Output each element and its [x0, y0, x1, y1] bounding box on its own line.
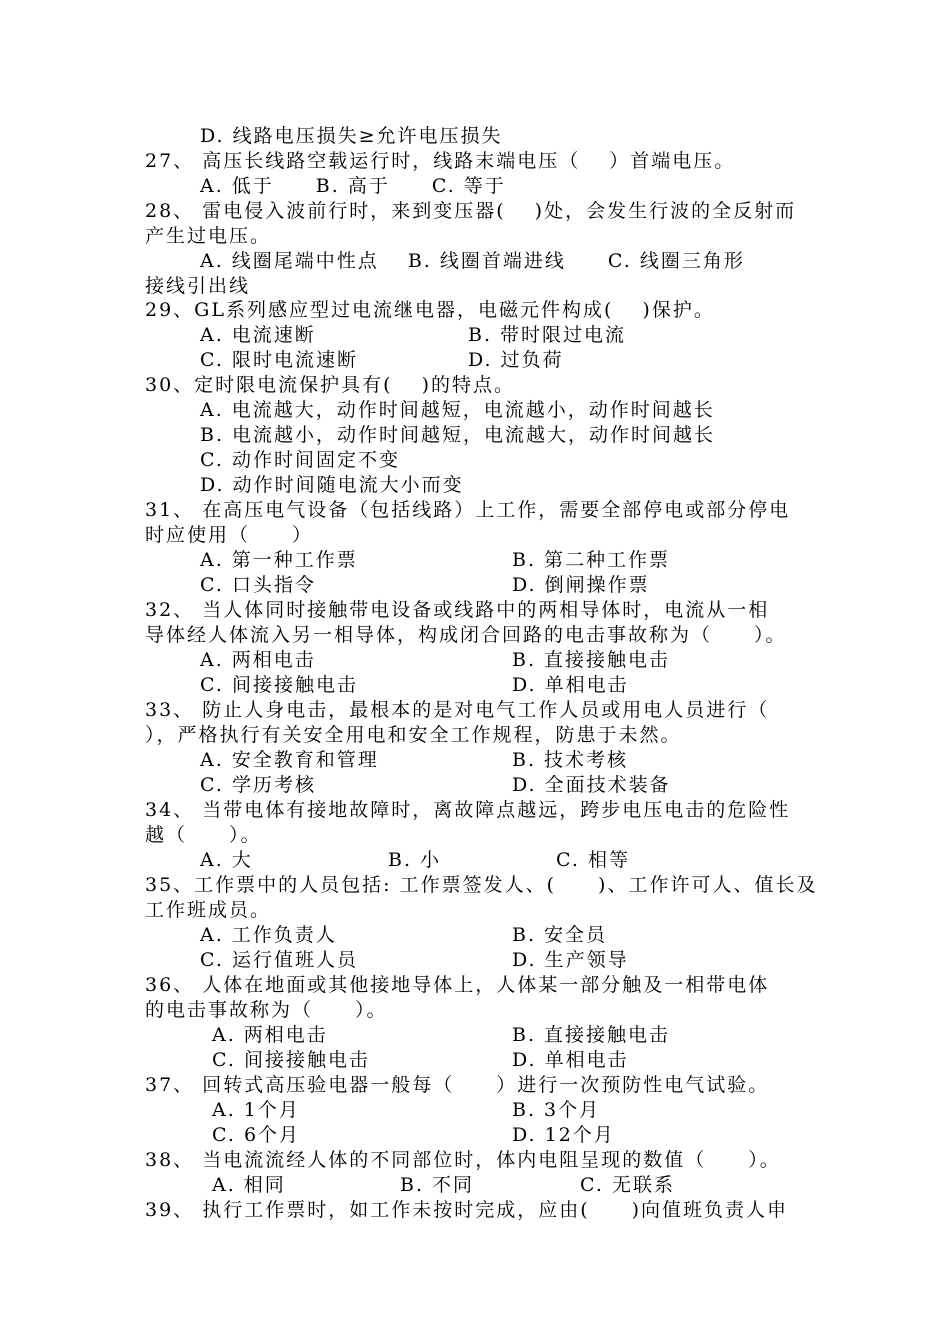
q35-option-d: D. 生产领导 — [512, 949, 629, 971]
q38-option-b: B. 不同 — [400, 1174, 475, 1196]
q29-option-b: B. 带时限过电流 — [468, 324, 627, 346]
q34-option-a: A. 大 — [200, 849, 253, 871]
q30-option-c: C. 动作时间固定不变 — [200, 449, 400, 471]
q36-option-c: C. 间接接触电击 — [212, 1049, 370, 1071]
q34-stem-line2: 越（ ）。 — [145, 824, 262, 846]
q38-option-a: A. 相同 — [212, 1174, 286, 1196]
q33-stem-line1: 33、 防止人身电击，最根本的是对电气工作人员或用电人员进行（ — [145, 699, 770, 721]
q35-option-a: A. 工作负责人 — [200, 924, 337, 946]
q30-stem: 30、定时限电流保护具有( )的特点。 — [145, 374, 516, 396]
q37-option-d: D. 12个月 — [512, 1124, 615, 1146]
q29-stem: 29、GL系列感应型过电流继电器，电磁元件构成( )保护。 — [145, 299, 715, 321]
q27-stem: 27、 高压长线路空载运行时，线路末端电压（ ）首端电压。 — [145, 150, 736, 172]
q27-options: A. 低于 B. 高于 C. 等于 — [200, 175, 506, 197]
q33-stem-line2: ），严格执行有关安全用电和安全工作规程，防患于未然。 — [145, 724, 682, 746]
q33-option-a: A. 安全教育和管理 — [200, 749, 379, 771]
q34-option-b: B. 小 — [388, 849, 442, 871]
q31-option-d: D. 倒闸操作票 — [512, 574, 650, 596]
q32-stem-line1: 32、 当人体同时接触带电设备或线路中的两相导体时，电流从一相 — [145, 599, 770, 621]
q39-stem: 39、 执行工作票时，如工作未按时完成，应由( )向值班负责人申 — [145, 1199, 789, 1221]
q28-stem-line1: 28、 雷电侵入波前行时，来到变压器( )处，会发生行波的全反射而 — [145, 200, 797, 222]
q34-stem-line1: 34、 当带电体有接地故障时，离故障点越远，跨步电压电击的危险性 — [145, 799, 791, 821]
q38-option-c: C. 无联系 — [580, 1174, 675, 1196]
q32-option-c: C. 间接接触电击 — [200, 674, 358, 696]
q29-option-a: A. 电流速断 — [200, 324, 316, 346]
q31-option-c: C. 口头指令 — [200, 574, 316, 596]
q32-option-b: B. 直接接触电击 — [512, 649, 671, 671]
q36-option-b: B. 直接接触电击 — [512, 1024, 671, 1046]
q36-stem-line2: 的电击事故称为（ ）。 — [145, 999, 388, 1021]
q31-stem-line2: 时应使用（ ） — [145, 524, 314, 546]
q36-option-a: A. 两相电击 — [212, 1024, 328, 1046]
q28-options: A. 线圈尾端中性点 B. 线圈首端进线 C. 线圈三角形 — [200, 250, 745, 272]
q29-option-c: C. 限时电流速断 — [200, 349, 358, 371]
q29-option-d: D. 过负荷 — [468, 349, 564, 371]
q31-stem-line1: 31、 在高压电气设备（包括线路）上工作，需要全部停电或部分停电 — [145, 499, 791, 521]
q35-stem-line1: 35、工作票中的人员包括: 工作票签发人、( )、工作许可人、值长及 — [145, 874, 818, 896]
q37-option-b: B. 3个月 — [512, 1099, 601, 1121]
q37-option-c: C. 6个月 — [212, 1124, 301, 1146]
q30-option-b: B. 电流越小，动作时间越短，电流越大，动作时间越长 — [200, 424, 716, 446]
q26-option-d: D. 线路电压损失≥允许电压损失 — [200, 125, 503, 147]
q32-stem-line2: 导体经人体流入另一相导体，构成闭合回路的电击事故称为（ ）。 — [145, 624, 787, 646]
q37-option-a: A. 1个月 — [212, 1099, 300, 1121]
q32-option-a: A. 两相电击 — [200, 649, 316, 671]
q33-option-d: D. 全面技术装备 — [512, 774, 671, 796]
q36-stem-line1: 36、 人体在地面或其他接地导体上，人体某一部分触及一相带电体 — [145, 974, 770, 996]
q28-stem-line2: 产生过电压。 — [145, 225, 272, 247]
q34-option-c: C. 相等 — [556, 849, 630, 871]
q33-option-b: B. 技术考核 — [512, 749, 629, 771]
q36-option-d: D. 单相电击 — [512, 1049, 629, 1071]
q37-stem: 37、 回转式高压验电器一般每（ ）进行一次预防性电气试验。 — [145, 1074, 770, 1096]
q31-option-b: B. 第二种工作票 — [512, 549, 671, 571]
q31-option-a: A. 第一种工作票 — [200, 549, 358, 571]
q32-option-d: D. 单相电击 — [512, 674, 629, 696]
q30-option-d: D. 动作时间随电流大小而变 — [200, 474, 464, 496]
q35-stem-line2: 工作班成员。 — [145, 899, 272, 921]
q30-option-a: A. 电流越大，动作时间越短，电流越小，动作时间越长 — [200, 399, 715, 421]
q35-option-b: B. 安全员 — [512, 924, 608, 946]
q35-option-c: C. 运行值班人员 — [200, 949, 358, 971]
q33-option-c: C. 学历考核 — [200, 774, 316, 796]
q28-options-cont: 接线引出线 — [145, 275, 251, 297]
q38-stem: 38、 当电流流经人体的不同部位时，体内电阻呈现的数值（ ）。 — [145, 1149, 781, 1171]
